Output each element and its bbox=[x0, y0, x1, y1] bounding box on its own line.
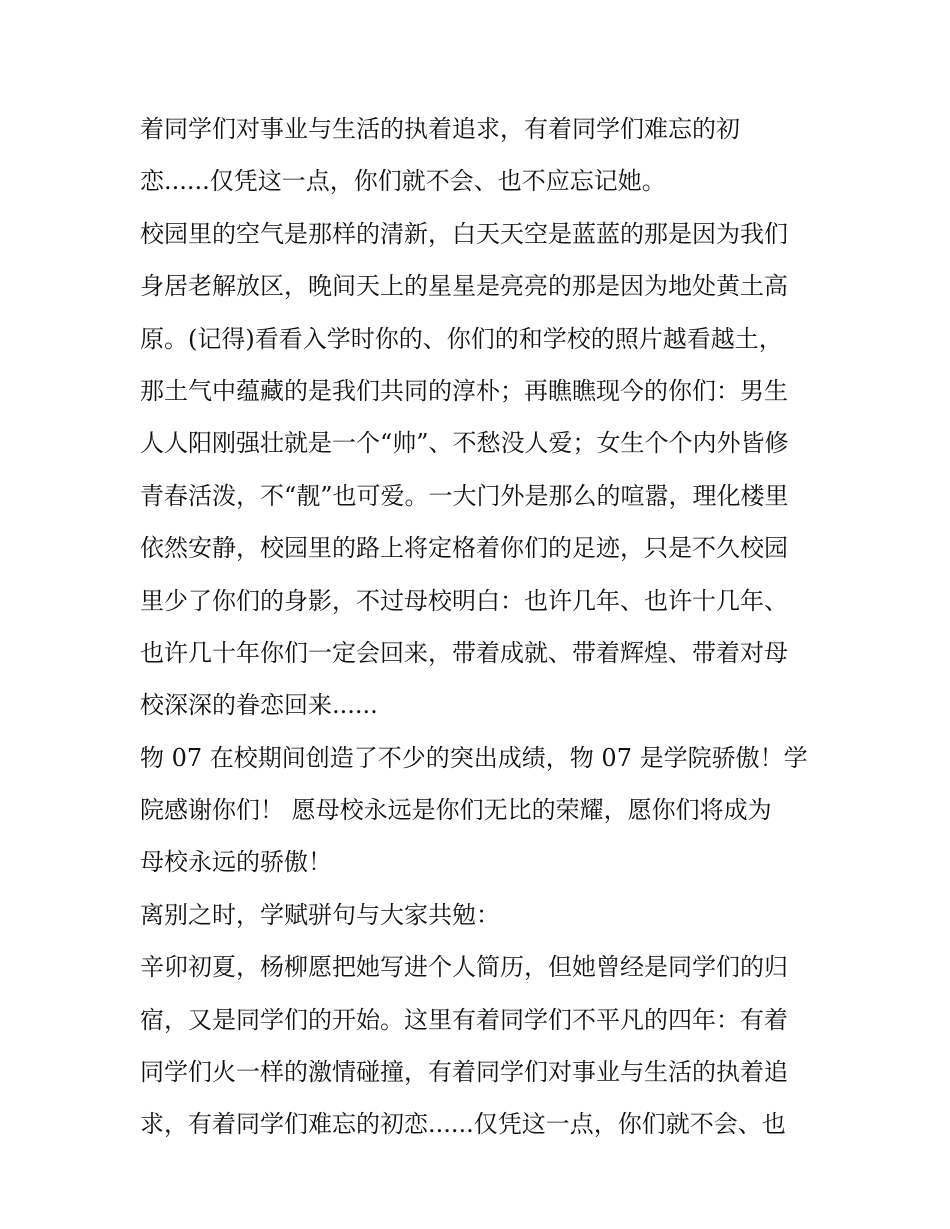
text-line: 着同学们对事业与生活的执着追求，有着同学们难忘的初 bbox=[140, 115, 740, 143]
text-line: 求，有着同学们难忘的初恋......仅凭这一点，你们就不会、也 bbox=[140, 1110, 786, 1139]
text-line: 校深深的眷恋回来...... bbox=[140, 691, 378, 720]
text-line: 也许几十年你们一定会回来，带着成就、带着辉煌、带着对母 bbox=[140, 638, 788, 667]
text-line: 依然安静，校园里的路上将定格着你们的足迹，只是不久校园 bbox=[140, 534, 788, 563]
text-line: 同学们火一样的激情碰撞，有着同学们对事业与生活的执着追 bbox=[140, 1058, 788, 1087]
text-line: 青春活泼，不“靓”也可爱。一大门外是那么的喧嚣，理化楼里 bbox=[140, 481, 789, 510]
text-line: 里少了你们的身影，不过母校明白：也许几年、也许十几年、 bbox=[140, 586, 788, 615]
text-line: 院感谢你们！ 愿母校永远是你们无比的荣耀，愿你们将成为 bbox=[140, 796, 772, 825]
text-line: 那土气中蕴藏的是我们共同的淳朴；再瞧瞧现今的你们：男生 bbox=[140, 376, 788, 405]
text-line: 恋......仅凭这一点，你们就不会、也不应忘记她。 bbox=[140, 167, 666, 196]
text-line: 辛卯初夏，杨柳愿把她写进个人简历，但她曾经是同学们的归 bbox=[140, 953, 788, 982]
text-line: 母校永远的骄傲！ bbox=[140, 848, 332, 877]
text-line: 身居老解放区，晚间天上的星星是亮亮的那是因为地处黄土高 bbox=[140, 272, 788, 301]
text-line: 原。(记得)看看入学时你的、你们的和学校的照片越看越土， bbox=[140, 324, 783, 353]
text-line: 宿，又是同学们的开始。这里有着同学们不平凡的四年：有着 bbox=[140, 1005, 788, 1034]
document-body bbox=[140, 103, 820, 1151]
text-line: 人人阳刚强壮就是一个“帅”、不愁没人爱；女生个个内外皆修 bbox=[140, 429, 789, 458]
text-line: 校园里的空气是那样的清新，白天天空是蓝蓝的那是因为我们 bbox=[140, 219, 788, 248]
text-line: 物 07 在校期间创造了不少的突出成绩，物 07 是学院骄傲！学 bbox=[140, 743, 808, 772]
text-line: 离别之时，学赋骈句与大家共勉： bbox=[140, 900, 500, 929]
